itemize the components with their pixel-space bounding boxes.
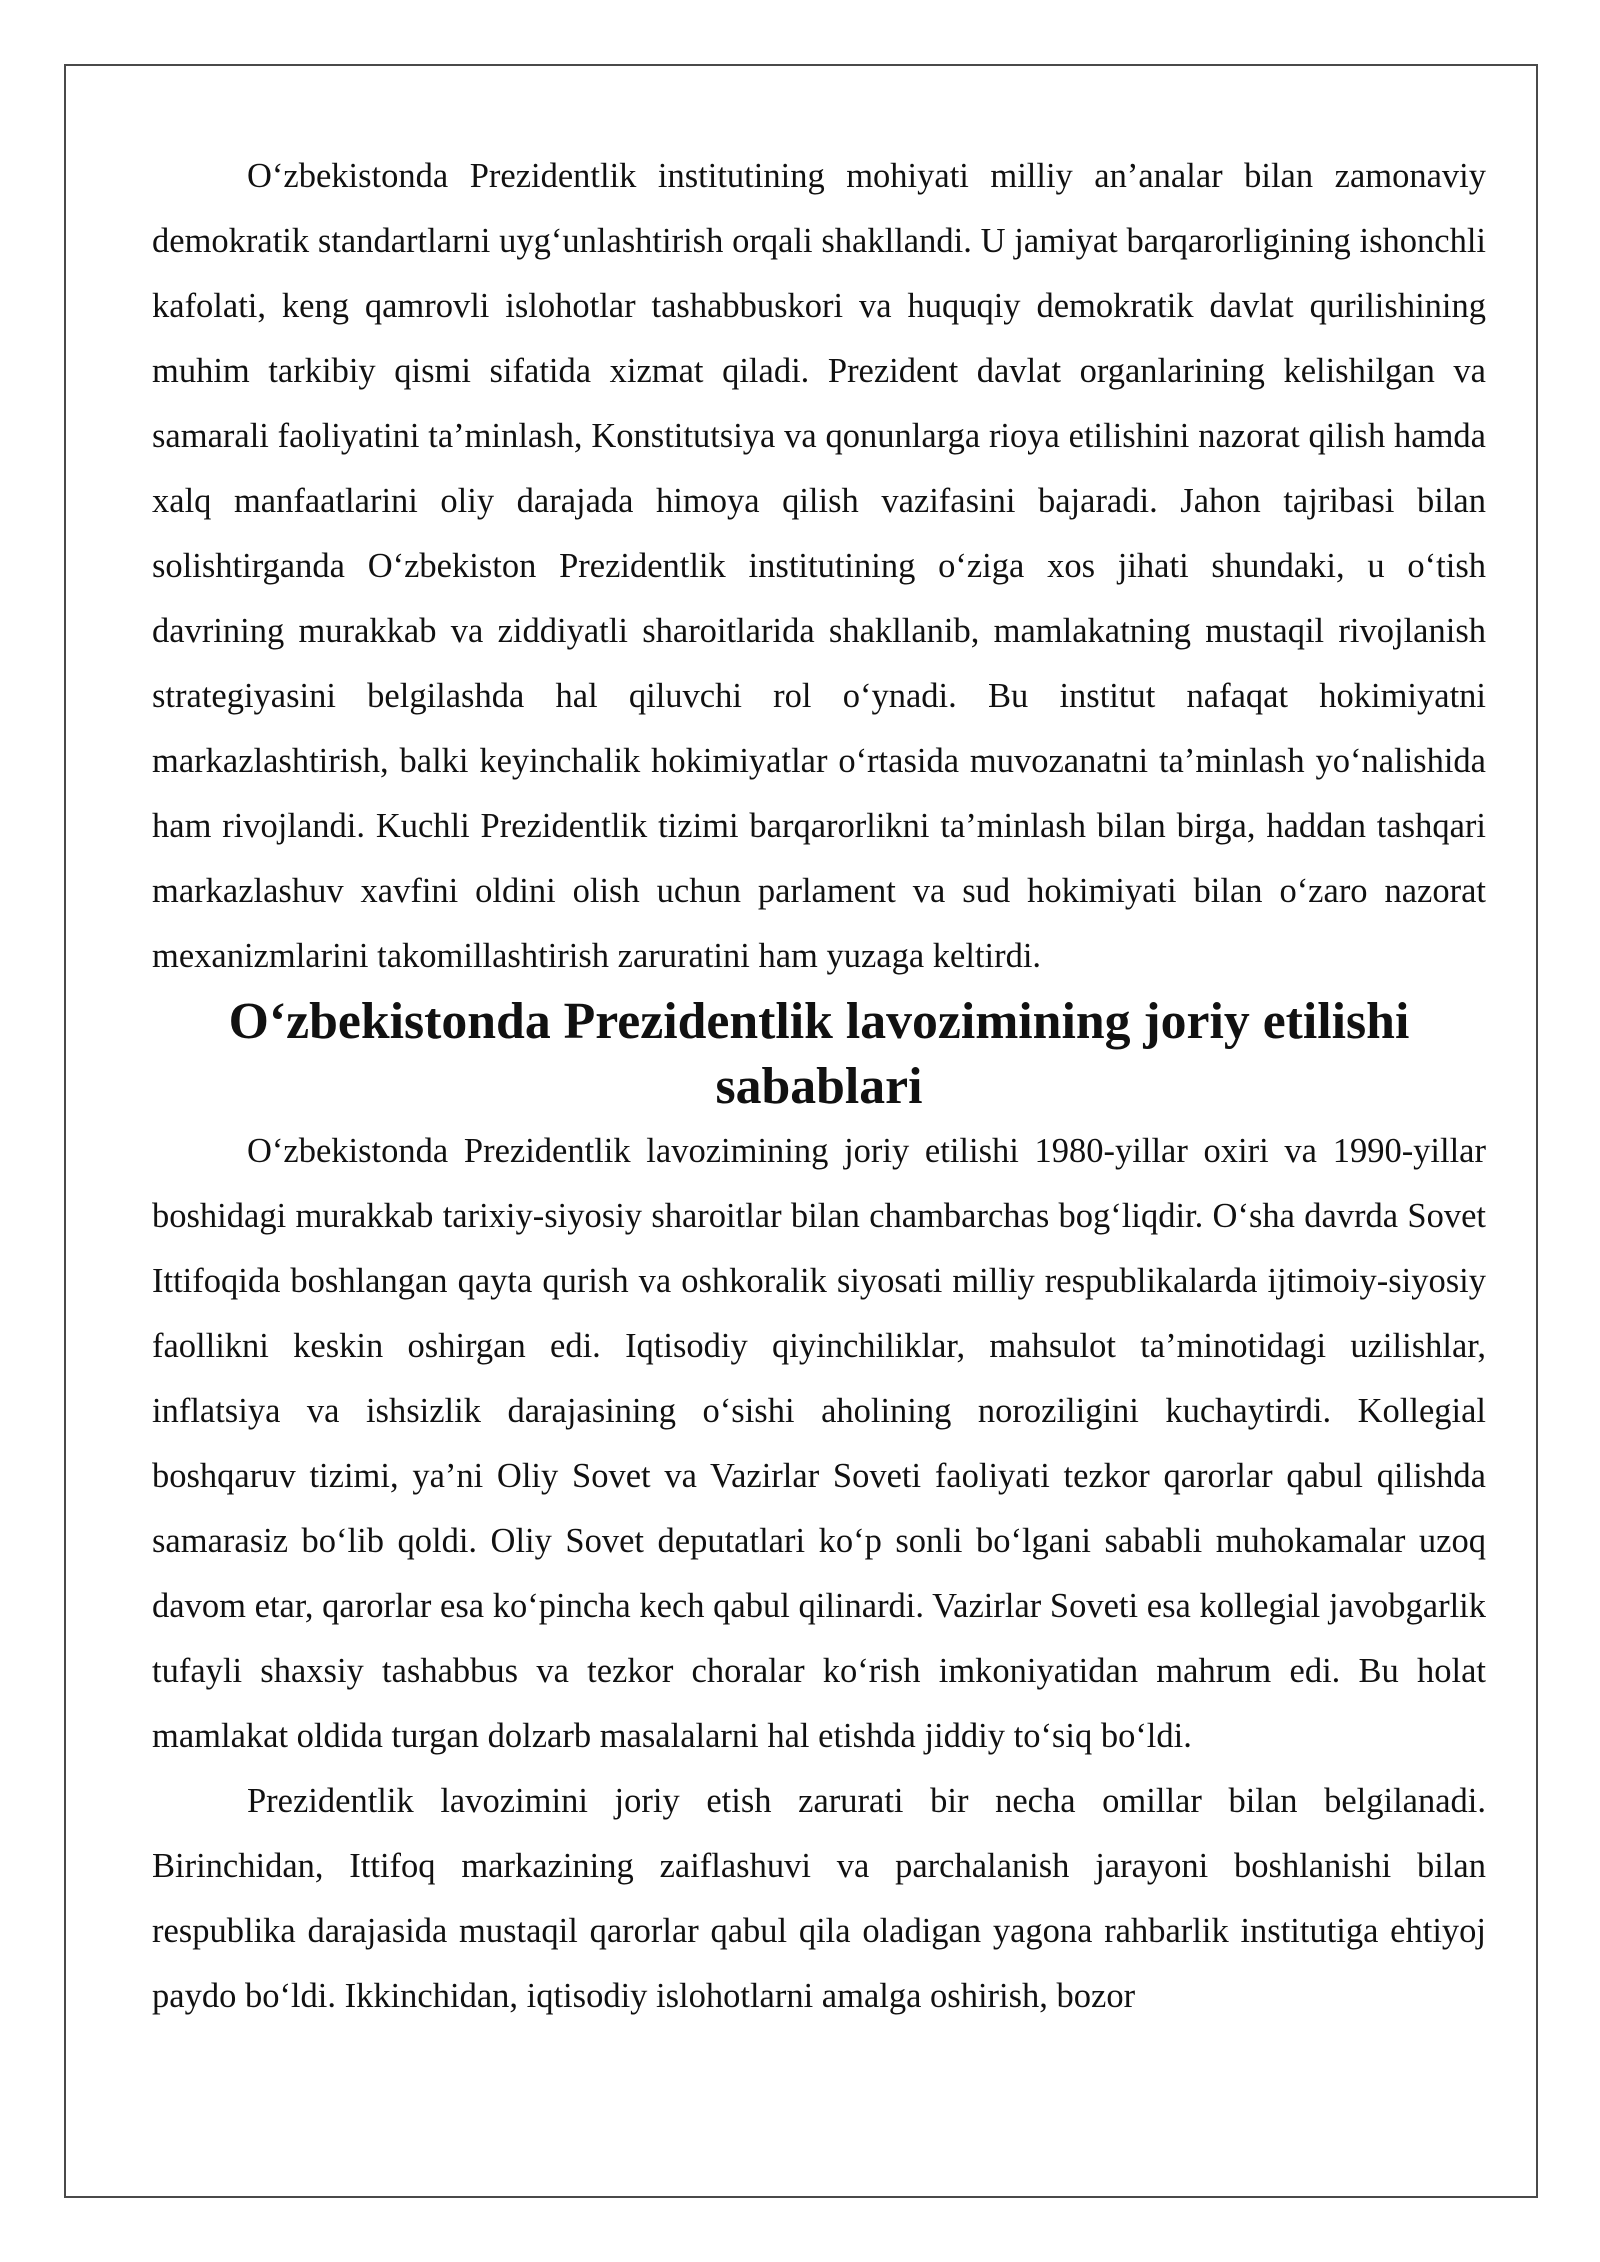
paragraph-necessity-factors: Prezidentlik lavozimini joriy etish zarurati bir necha omillar bilan belgilanadi. Birinchidan, Ittifoq markazining zaiflashuvi va parchalanish jarayoni boshlanishi bilan respublika darajasida mustaqil qarorlar qabul qila oladigan yagona rahbarlik institutiga ehtiyoj paydo bo‘ldi. Ikkinchidan, iqtisodiy islohotlarni amalga oshirish, bozor bbox=[152, 1782, 1486, 2015]
section-heading: O‘zbekistonda Prezidentlik lavozimining joriy etilishi sabablari bbox=[228, 993, 1410, 1115]
paragraph-institution-essence: O‘zbekistonda Prezidentlik institutining mohiyati milliy an’analar bilan zamonaviy demokratik standartlarni uyg‘unlashtirish orqali shakllandi. U jamiyat barqarorligining ishonchli kafolati, keng qamrovli islohotlar tashabbuskori va huquqiy demokratik davlat qurilishining muhim tarkibiy qismi sifatida xizmat qiladi. Prezident davlat organlarining kelishilgan va samarali faoliyatini ta’minlash, Konstitutsiya va qonunlarga rioya etilishini nazorat qilish hamda xalq manfaatlarini oliy darajada himoya qilish vazifasini bajaradi. Jahon tajribasi bilan solishtirganda O‘zbekiston Prezidentlik institutining o‘ziga xos jihati shundaki, u o‘tish davrining murakkab va ziddiyatli sharoitlarida shakllanib, mamlakatning mustaqil rivojlanish strategiyasini belgilashda hal qiluvchi rol o‘ynadi. Bu institut nafaqat hokimiyatni markazlashtirish, balki keyinchalik hokimiyatlar o‘rtasida muvozanatni ta’minlash yo‘nalishida ham rivojlandi. Kuchli Prezidentlik tizimi barqarorlikni ta’minlash bilan birga, haddan tashqari markazlashuv xavfini oldini olish uchun parlament va sud hokimiyati bilan o‘zaro nazorat mexanizmlarini takomillashtirish zaruratini ham yuzaga keltirdi. bbox=[152, 157, 1486, 975]
document-body bbox=[152, 144, 1486, 2029]
paragraph-historical-context: O‘zbekistonda Prezidentlik lavozimining joriy etilishi 1980-yillar oxiri va 1990-yillar boshidagi murakkab tarixiy-siyosiy sharoitlar bilan chambarchas bog‘liqdir. O‘sha davrda Sovet Ittifoqida boshlangan qayta qurish va oshkoralik siyosati milliy respublikalarda ijtimoiy-siyosiy faollikni keskin oshirgan edi. Iqtisodiy qiyinchiliklar, mahsulot ta’minotidagi uzilishlar, inflatsiya va ishsizlik darajasining o‘sishi aholining noroziligini kuchaytirdi. Kollegial boshqaruv tizimi, ya’ni Oliy Sovet va Vazirlar Soveti faoliyati tezkor qarorlar qabul qilishda samarasiz bo‘lib qoldi. Oliy Sovet deputatlari ko‘p sonli bo‘lgani sababli muhokamalar uzoq davom etar, qarorlar esa ko‘pincha kech qabul qilinardi. Vazirlar Soveti esa kollegial javobgarlik tufayli shaxsiy tashabbus va tezkor choralar ko‘rish imkoniyatidan mahrum edi. Bu holat mamlakat oldida turgan dolzarb masalalarni hal etishda jiddiy to‘siq bo‘ldi. bbox=[152, 1132, 1486, 1755]
